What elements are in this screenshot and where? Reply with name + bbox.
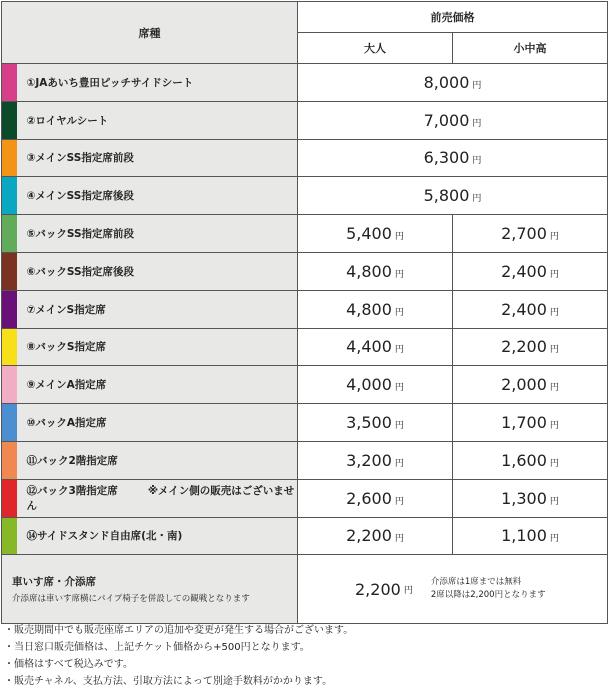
- seat-row: [2, 252, 608, 290]
- child-price-cell: [453, 290, 608, 328]
- wheelchair-note-line1: 介添席は1席までは無料: [430, 577, 522, 588]
- seat-name-cell: [17, 404, 298, 442]
- seat-name: ⑩バックA指定席: [26, 417, 107, 430]
- adult-price: 4,400: [346, 337, 392, 357]
- yen-unit: 円: [394, 383, 404, 394]
- seat-color-swatch: [2, 366, 17, 404]
- seat-color-swatch: [2, 64, 17, 102]
- seat-name: ①JAあいち豊田ピッチサイドシート: [26, 76, 194, 89]
- child-price-cell: [453, 328, 608, 366]
- wheelchair-description: 介添席は車いす席横にパイプ椅子を併設しての観戦となります: [12, 594, 250, 605]
- seat-color-swatch: [2, 101, 17, 139]
- footnotes: [4, 622, 353, 690]
- seat-color-swatch: [2, 139, 17, 177]
- adult-price: 4,800: [346, 261, 392, 281]
- seat-name: ⑨メインA指定席: [26, 379, 107, 392]
- seat-row: [2, 441, 608, 479]
- yen-unit: 円: [549, 269, 559, 280]
- ticket-price-table: [1, 1, 608, 624]
- footnote: ・当日窓口販売価格は、上記チケット価格から+500円となります。: [4, 642, 310, 653]
- yen-unit: 円: [394, 534, 404, 545]
- child-price: 1,300: [501, 488, 547, 508]
- seat-row: [2, 215, 608, 253]
- seat-name-cell: [17, 64, 298, 102]
- child-price: 1,600: [501, 450, 547, 470]
- adult-price-cell: [298, 517, 453, 555]
- seat-color-swatch: [2, 328, 17, 366]
- yen-unit: 円: [549, 534, 559, 545]
- seat-row: [2, 366, 608, 404]
- seat-type-header: 席種: [2, 2, 298, 64]
- adult-price-cell: [298, 215, 453, 253]
- seat-note: ※メイン側の販売はございません: [26, 485, 295, 513]
- seat-row: [2, 177, 608, 215]
- seat-name: ③メインSS指定席前段: [26, 152, 134, 165]
- seat-row: [2, 290, 608, 328]
- child-price: 2,000: [501, 375, 547, 395]
- seat-name-cell: [17, 177, 298, 215]
- seat-name-cell: [17, 479, 298, 517]
- seat-color-swatch: [2, 215, 17, 253]
- adult-price: 3,200: [346, 450, 392, 470]
- seat-row: [2, 517, 608, 555]
- adult-header: 大人: [298, 33, 453, 64]
- adult-price: 5,800: [423, 186, 470, 206]
- seat-name-cell: [17, 328, 298, 366]
- seat-name-cell: [17, 517, 298, 555]
- yen-unit: 円: [394, 232, 404, 243]
- wheelchair-price-cell: [298, 555, 608, 624]
- seat-name: ⑪バック2階指定席: [26, 454, 118, 467]
- adult-price: 6,300: [423, 148, 470, 168]
- yen-unit: 円: [394, 458, 404, 469]
- adult-price-cell: [298, 290, 453, 328]
- seat-color-swatch: [2, 290, 17, 328]
- adult-price-cell: [298, 441, 453, 479]
- yen-unit: 円: [549, 383, 559, 394]
- adult-price: 8,000: [423, 72, 470, 92]
- child-price-cell: [453, 215, 608, 253]
- child-price: 2,400: [501, 261, 547, 281]
- adult-price: 2,600: [346, 488, 392, 508]
- unified-price-cell: [298, 177, 608, 215]
- yen-unit: 円: [549, 345, 559, 356]
- child-header: 小中高: [453, 33, 608, 64]
- seat-name: ⑥バックSS指定席後段: [26, 265, 135, 278]
- adult-price-cell: [298, 404, 453, 442]
- seat-row: [2, 64, 608, 102]
- child-price: 1,700: [501, 413, 547, 433]
- wheelchair-note-line2: 2席以降は2,200円となります: [430, 590, 546, 601]
- seat-name-cell: [17, 441, 298, 479]
- yen-unit: 円: [472, 118, 482, 129]
- adult-price: 5,400: [346, 224, 392, 244]
- seat-name: ⑤バックSS指定席前段: [26, 228, 135, 241]
- child-price-cell: [453, 479, 608, 517]
- wheelchair-title: 車いす席・介添席: [12, 576, 96, 589]
- advance-price-header: 前売価格: [298, 2, 608, 33]
- seat-name-cell: [17, 215, 298, 253]
- seat-row: [2, 328, 608, 366]
- footnote: ・販売チャネル、支払方法、引取方法によって別途手数料がかかります。: [4, 676, 333, 687]
- seat-color-swatch: [2, 479, 17, 517]
- child-price: 2,400: [501, 299, 547, 319]
- yen-unit: 円: [394, 269, 404, 280]
- seat-name: ⑧バックS指定席: [26, 341, 106, 354]
- yen-unit: 円: [549, 421, 559, 432]
- seat-name: ⑭サイドスタンド自由席(北・南): [26, 530, 183, 543]
- wheelchair-note: [431, 576, 546, 602]
- yen-unit: 円: [549, 307, 559, 318]
- adult-price: 4,000: [346, 375, 392, 395]
- child-price-cell: [453, 441, 608, 479]
- child-price: 1,100: [501, 526, 547, 546]
- seat-name-cell: [17, 252, 298, 290]
- seat-name-cell: [17, 366, 298, 404]
- seat-row: [2, 139, 608, 177]
- seat-name: ②ロイヤルシート: [26, 114, 109, 127]
- child-price-cell: [453, 404, 608, 442]
- seat-row: [2, 404, 608, 442]
- footnote: ・価格はすべて税込みです。: [4, 659, 133, 670]
- yen-unit: 円: [394, 496, 404, 507]
- seat-name-cell: [17, 101, 298, 139]
- unified-price-cell: [298, 139, 608, 177]
- adult-price-cell: [298, 479, 453, 517]
- yen-unit: 円: [472, 156, 482, 167]
- yen-unit: 円: [549, 232, 559, 243]
- seat-color-swatch: [2, 404, 17, 442]
- adult-price-cell: [298, 252, 453, 290]
- wheelchair-price: 2,200: [355, 579, 401, 599]
- yen-unit: 円: [472, 194, 482, 205]
- child-price: 2,200: [501, 337, 547, 357]
- child-price-cell: [453, 366, 608, 404]
- yen-unit: 円: [403, 585, 413, 596]
- yen-unit: 円: [549, 496, 559, 507]
- child-price: 2,700: [501, 224, 547, 244]
- child-price-cell: [453, 252, 608, 290]
- footnote: ・販売期間中でも販売座席エリアの追加や変更が発生する場合がございます。: [4, 625, 354, 636]
- seat-color-swatch: [2, 441, 17, 479]
- adult-price-cell: [298, 328, 453, 366]
- adult-price: 2,200: [346, 526, 392, 546]
- seat-color-swatch: [2, 252, 17, 290]
- seat-name: ⑦メインS指定席: [26, 303, 106, 316]
- seat-name: ⑫バック3階指定席: [26, 485, 118, 498]
- adult-price: 3,500: [346, 413, 392, 433]
- unified-price-cell: [298, 64, 608, 102]
- seat-name-cell: [17, 139, 298, 177]
- seat-row: [2, 101, 608, 139]
- seat-name-cell: [17, 290, 298, 328]
- seat-row: [2, 479, 608, 517]
- seat-color-swatch: [2, 517, 17, 555]
- yen-unit: 円: [472, 80, 482, 91]
- seat-color-swatch: [2, 177, 17, 215]
- adult-price-cell: [298, 366, 453, 404]
- child-price-cell: [453, 517, 608, 555]
- seat-rows: [2, 64, 608, 555]
- yen-unit: 円: [394, 421, 404, 432]
- unified-price-cell: [298, 101, 608, 139]
- adult-price: 4,800: [346, 299, 392, 319]
- yen-unit: 円: [394, 345, 404, 356]
- yen-unit: 円: [394, 307, 404, 318]
- yen-unit: 円: [549, 458, 559, 469]
- adult-price: 7,000: [423, 110, 470, 130]
- wheelchair-seat-cell: [2, 555, 298, 624]
- seat-name: ④メインSS指定席後段: [26, 190, 134, 203]
